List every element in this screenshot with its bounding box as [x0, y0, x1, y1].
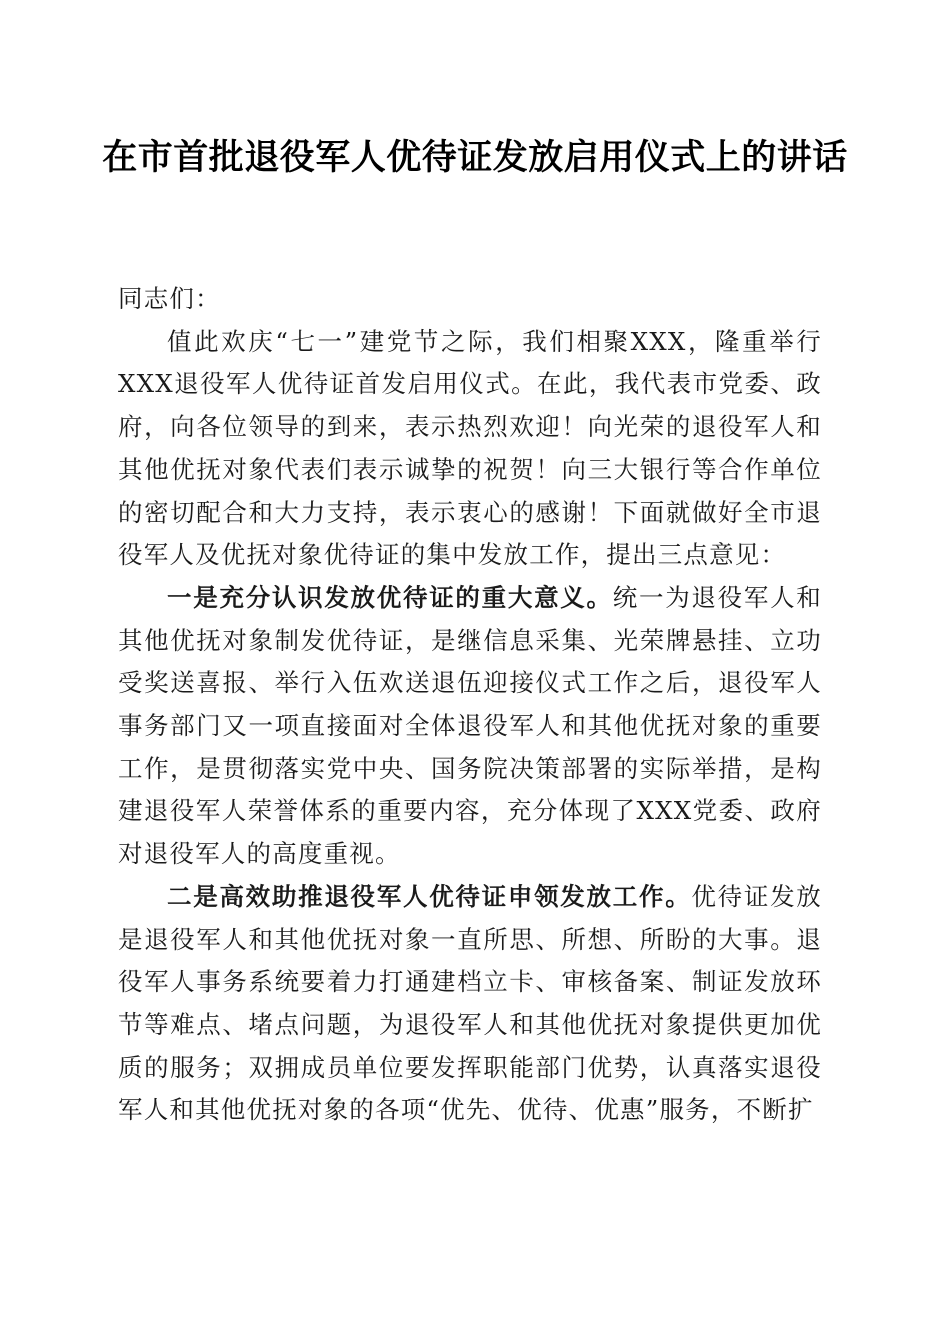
- paragraph-text: 值此欢庆“七一”建党节之际，我们相聚XXX，隆重举行XXX退役军人优待证首发启用仪式。在此，我代表市党委、政府，向各位领导的到来，表示热烈欢迎！向光荣的退役军人和其他优抚对象代表们表示诚挚的祝贺！向三大银行等合作单位的密切配合和大力支持，表示衷心的感谢！下面就做好全市退役军人及优抚对象优待证的集中发放工作，提出三点意见：: [118, 326, 822, 570]
- greeting: 同志们：: [118, 284, 221, 313]
- document-title: 在市首批退役军人优待证发放启用仪式上的讲话: [102, 137, 848, 178]
- document-body: [118, 278, 822, 1132]
- paragraph-opening: [118, 321, 822, 577]
- paragraph-text: 统一为退役军人和其他优抚对象制发优待证，是继信息采集、光荣牌悬挂、立功受奖送喜报、举行入伍欢送退伍迎接仪式工作之后，退役军人事务部门又一项直接面对全体退役军人和其他优抚对象的重要工作，是贯彻落实党中央、国务院决策部署的实际举措，是构建退役军人荣誉体系的重要内容，充分体现了XXX党委、政府对退役军人的高度重视。: [118, 582, 822, 869]
- paragraph-point-two: [118, 876, 822, 1132]
- paragraph-lead: 二是高效助推退役军人优待证申领发放工作。: [167, 881, 692, 911]
- paragraph-lead: 一是充分认识发放优待证的重大意义。: [167, 582, 613, 612]
- paragraph-text: 优待证发放是退役军人和其他优抚对象一直所思、所想、所盼的大事。退役军人事务系统要着力打通建档立卡、审核备案、制证发放环节等难点、堵点问题，为退役军人和其他优抚对象提供更加优质的服务；双拥成员单位要发挥职能部门优势，认真落实退役军人和其他优抚对象的各项“优先、优待、优惠”服务，不断扩: [118, 881, 823, 1125]
- paragraph-point-one: [118, 577, 822, 876]
